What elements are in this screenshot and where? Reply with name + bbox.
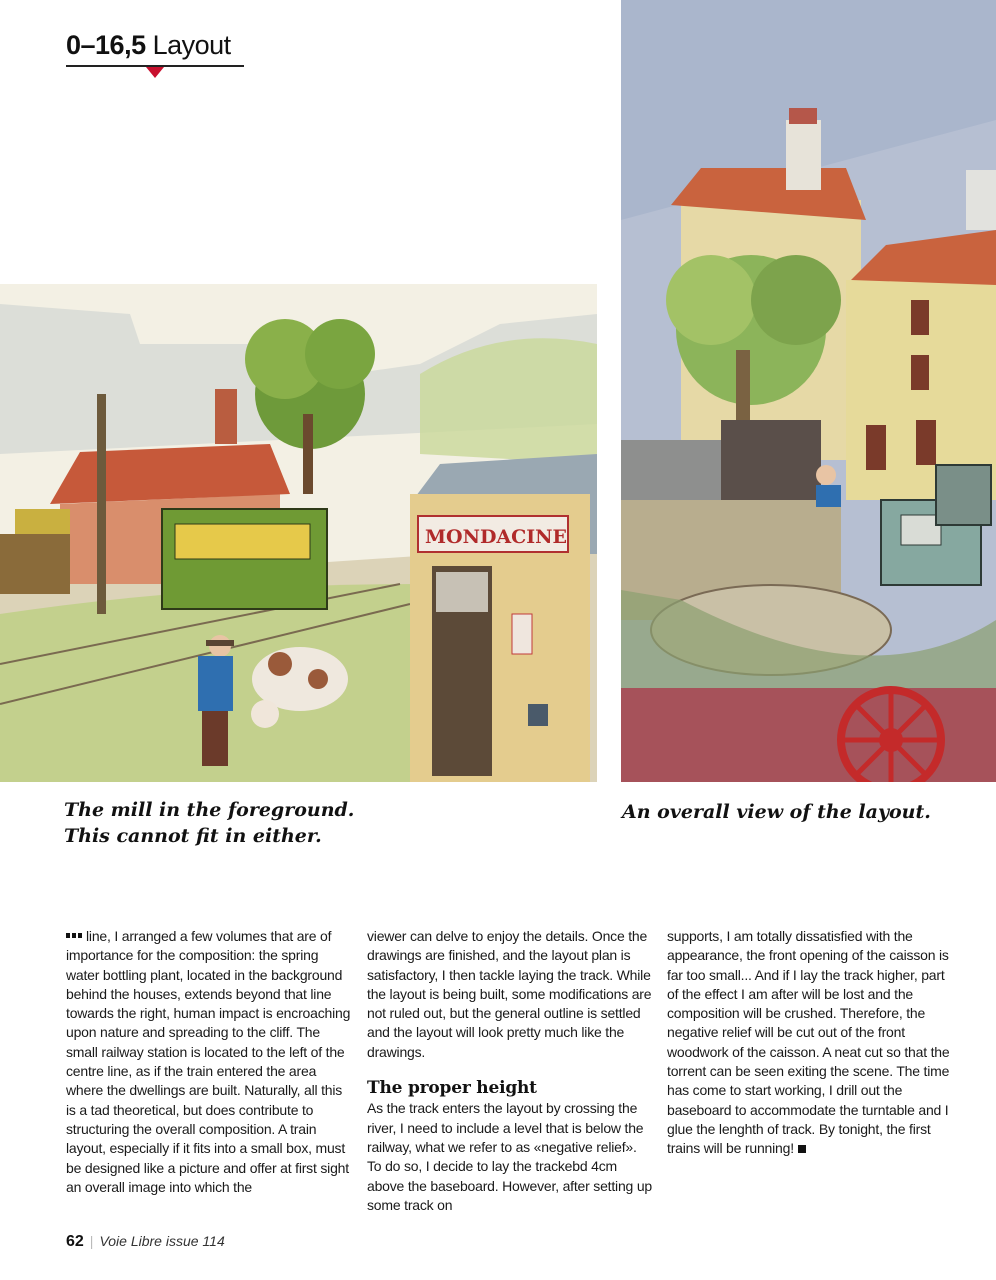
footer-separator: | [89,1233,94,1249]
caption-mill: The mill in the foreground. This cannot fit in either. [64,799,355,847]
page-number: 62 [66,1233,84,1250]
end-of-article-icon [798,1145,806,1153]
header-accent-triangle [146,67,164,78]
column-1-text: line, I arranged a few volumes that are of importance for the composition: the spring water bottling plant, located in the background behind the houses, extends beyond that line towards the right, human impact is encroaching upon nature and spreading to the cliff. The small railway station is located to the left of the centre line, as if the train entered the area where the dwellings are built. Naturally, all this is a tad theoretical, but does contribute to structuring the overall composition. A train layout, especially if it fits into a small box, must be designed like a picture and offer at first sight an overall image into which the [66,928,351,1195]
issue-label: Voie Libre issue 114 [99,1233,225,1249]
watercolor-layout-overview [621,0,996,782]
column-3-text: supports, I am totally dissatisfied with the appearance, the front opening of the caisson is far too small... And if I lay the track higher, part of the effect I am after will be lost and the composition will be crushed. Therefore, the negative relief will be cut out of the front woodwork of the caisson. A neat cut so that the torrent can be seen exiting the scene. The time has come to start working, I drill out the baseboard to accommodate the turntable and I glue the lenghth of track. By tonight, the first trains will be running! [667,928,950,1157]
overview-drawing [621,0,996,782]
article-column-1 [66,927,351,1197]
watercolor-mill-illustration [0,284,597,782]
mondacine-sign: MONDACINE [425,526,568,548]
column-2-intro: viewer can delve to enjoy the details. Once the drawings are finished, and the layout plan is satisfactory, I then tackle laying the track. While the layout is being built, some modifications are not ruled out, but the general outline is settled and the layout will look pretty much like the drawings. [367,928,652,1060]
section-header [66,30,244,76]
column-2-body: As the track enters the layout by crossing the river, I need to include a level that is below the railway, what we refer to as «negative relief». To do so, I decide to lay the trackebd 4cm above the baseboard. However, after setting up some track on [367,1100,652,1213]
article-column-2 [367,927,652,1215]
column-1-paragraph [66,927,351,1197]
section-title-bold: 0–16,5 [66,30,146,60]
section-title-rest: Layout [152,30,231,60]
column-3-paragraph [667,927,957,1159]
subheading-proper-height: The proper height [367,1078,537,1099]
mill-drawing [0,284,597,782]
continuation-marker-icon [66,933,82,938]
caption-overview: An overall view of the layout. [622,801,931,823]
page-footer [66,1233,225,1251]
article-column-3 [667,927,957,1159]
section-title [66,30,244,61]
